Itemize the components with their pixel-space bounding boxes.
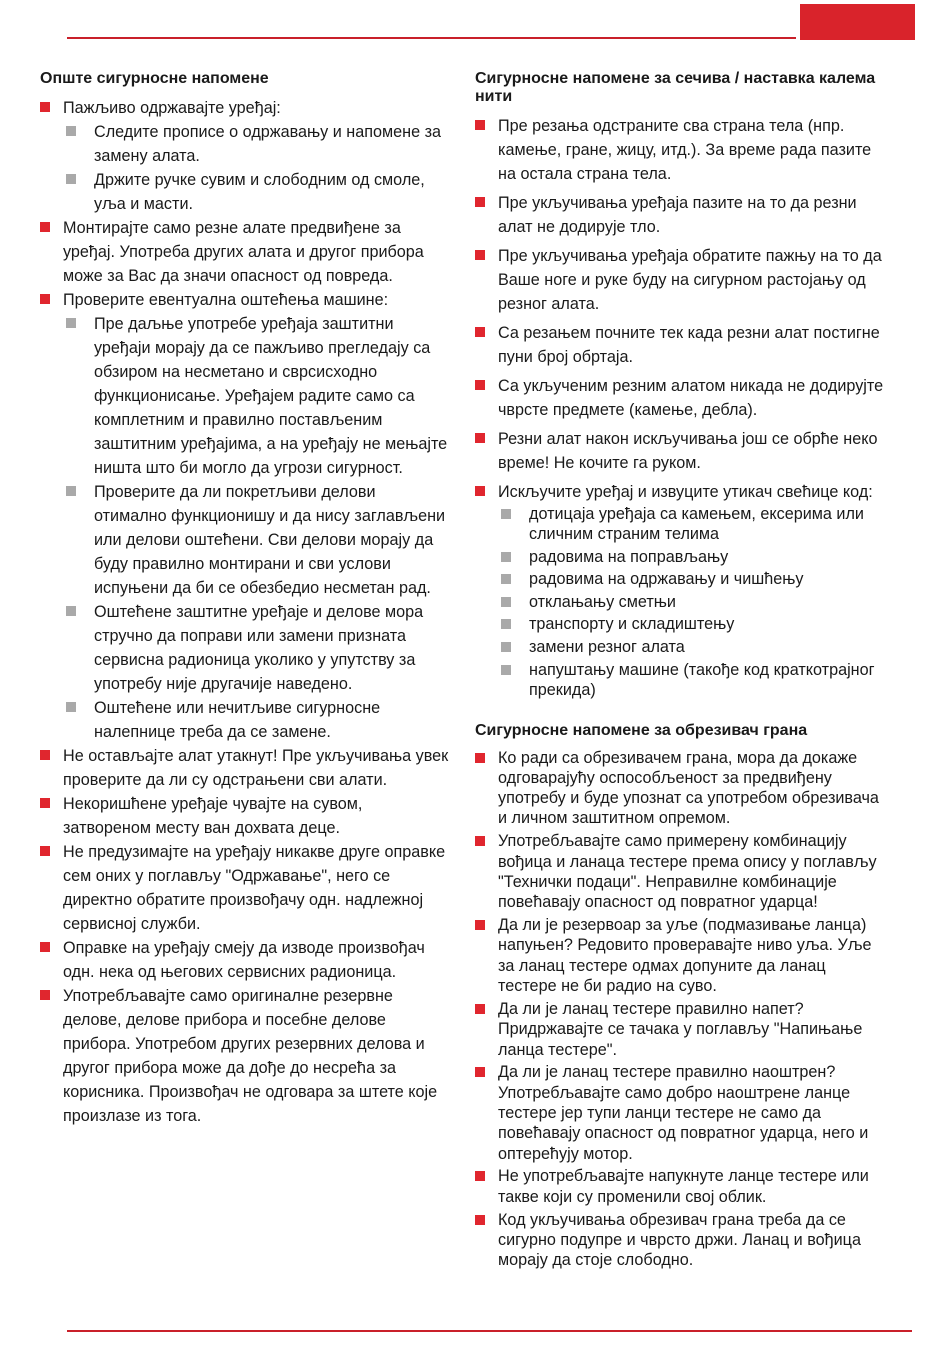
list-item-text: Оправке на уређају смеју да изводе произвођач одн. нека од његових сервисних радионица.	[63, 939, 425, 981]
general-list	[40, 96, 452, 1128]
list-item	[475, 480, 885, 700]
list-item	[475, 748, 885, 829]
right-column	[475, 70, 885, 1273]
list-item	[475, 374, 885, 422]
list-item	[40, 984, 452, 1128]
sub-list-item: Следите прописе о одржавању и напомене за замену алата.	[63, 120, 452, 168]
list-item-text: Искључите уређај и извуците утикач свећице код:	[498, 483, 873, 501]
left-column	[40, 70, 452, 1128]
list-item	[475, 915, 885, 996]
list-item	[475, 1210, 885, 1271]
sub-list-item: отклањању сметњи	[498, 592, 885, 612]
list-item-text: Проверите евентуална оштећења машине:	[63, 291, 389, 309]
list-item-text: Са резањем почните тек када резни алат постигне пуни број обртаја.	[498, 324, 880, 366]
list-item-text: Ко ради са обрезивачем грана, мора да докаже одговарајућу оспособљеност за предвиђену употребу и буде упознат са употребом обрезивача и личном заштитном опремом.	[498, 748, 879, 828]
sub-list-item: радовима на поправљању	[498, 547, 885, 567]
list-item-text: Да ли је резервоар за уље (подмазивање ланца) напуњен? Редовито проверавајте ниво уља. Уље за ланац тестере одмах допуните да ланац тестере не би радио на суво.	[498, 916, 872, 996]
sub-list-item: Оштећене заштитне уређаје и делове мора стручно да поправи или замени призната сервисна радионица уколико у упутству за употребу није другачије наведено.	[63, 600, 452, 696]
list-item-text: Употребљавајте само оригиналне резервне делове, делове прибора и посебне делове прибора. Употребом других резервних делова и другог прибора може да дође до несрећа за корисника. Произвођач не одговара за штете које произлазе из тога.	[63, 987, 438, 1125]
list-item-text: Код укључивања обрезивач грана треба да се сигурно подупре и чврсто држи. Ланац и вођица морају да стоје слободно.	[498, 1210, 861, 1270]
blades-list	[475, 114, 885, 700]
sub-list-item: замени резног алата	[498, 637, 885, 657]
list-item-text: Пре укључивања уређаја пазите на то да резни алат не додирује тло.	[498, 194, 857, 236]
list-item-text: Са укљученим резним алатом никада не додирујте чврсте предмете (камење, дебла).	[498, 377, 884, 419]
list-item	[475, 427, 885, 475]
sub-list-item: Проверите да ли покретљиви делови отимално функционишу и да нису заглављени или делови оштећени. Сви делови морају да буду правилно монтирани и сви услови испуњени да би се обезбедио несметан рад.	[63, 480, 452, 600]
list-item	[475, 999, 885, 1060]
list-item-text: Некоришћене уређаје чувајте на сувом, затвореном месту ван дохвата деце.	[63, 795, 363, 837]
list-item	[40, 96, 452, 216]
list-item-text: Пажљиво одржавајте уређај:	[63, 99, 281, 117]
list-item	[475, 1062, 885, 1163]
pruner-list	[475, 748, 885, 1271]
sub-list	[63, 312, 452, 744]
list-item-text: Не остављајте алат утакнут! Пре укључивања увек проверите да ли су одстрањени сви алати.	[63, 747, 449, 789]
sub-list-item: дотицаја уређаја са камењем, ексерима или сличним страним телима	[498, 504, 885, 544]
sub-list	[63, 120, 452, 216]
list-item	[475, 321, 885, 369]
list-item	[475, 1166, 885, 1207]
list-item	[40, 936, 452, 984]
footer-rule	[67, 1330, 912, 1332]
sub-list-item: напуштању машине (такође код краткотрајног прекида)	[498, 660, 885, 700]
sub-list-item: Оштећене или нечитљиве сигурносне налепнице треба да се замене.	[63, 696, 452, 744]
list-item	[475, 244, 885, 316]
list-item	[475, 191, 885, 239]
list-item-text: Монтирајте само резне алате предвиђене за уређај. Употреба других алата и другог прибора може за Вас да значи опасност од повреда.	[63, 219, 424, 285]
sub-list-item: Пре даљње употребе уређаја заштитни уређаји морају да се пажљиво прегледају са обзиром на несметано и сврсисходно функционисање. Уређајем радите само са комплетним и правилно постављеним заштитним уређајима, а на уређају не мењајте ништа што би могло да угрози сигурност.	[63, 312, 452, 480]
list-item	[475, 831, 885, 912]
list-item-text: Не употребљавајте напукнуте ланце тестере или такве који су променили свој облик.	[498, 1167, 869, 1206]
section-pruner	[475, 722, 885, 1271]
list-item-text: Употребљавајте само примерену комбинацију вођица и ланаца тестере према опису у поглављу "Технички подаци". Неправилне комбинације повећавају опасност од повратног ударца!	[498, 832, 877, 912]
list-item-text: Да ли је ланац тестере правилно напет? Придржавајте се тачака у поглављу "Напињање ланца тестере".	[498, 999, 863, 1059]
list-item	[40, 792, 452, 840]
list-item-text: Да ли је ланац тестере правилно наоштрен? Употребљавајте само добро наоштрене ланце тестере јер тупи ланци тестере не само да повећавају опасност од повратног ударца, него и оптерећују мотор.	[498, 1063, 869, 1163]
list-item-text: Резни алат након искључивања још се обрће неко време! Не кочите га руком.	[498, 430, 878, 472]
sub-list	[498, 504, 885, 700]
list-item-text: Пре укључивања уређаја обратите пажњу на то да Ваше ноге и руке буду на сигурном растојању од резног алата.	[498, 247, 882, 313]
list-item	[475, 114, 885, 186]
list-item-text: Пре резања одстраните сва страна тела (нпр. камење, гране, жицу, итд.). За време рада пазите на остала страна тела.	[498, 117, 872, 183]
header-rule	[67, 37, 796, 39]
list-item-text: Не предузимајте на уређају никакве друге оправке сем оних у поглављу "Одржавање", него се директно обратите произвођачу одн. надлежној сервисној служби.	[63, 843, 446, 933]
list-item	[40, 288, 452, 744]
list-item	[40, 216, 452, 288]
header-tab	[800, 4, 915, 40]
sub-list-item: Држите ручке сувим и слободним од смоле, уља и масти.	[63, 168, 452, 216]
list-item	[40, 744, 452, 792]
sub-list-item: радовима на одржавању и чишћењу	[498, 569, 885, 589]
section-heading-pruner: Сигурносне напомене за обрезивач грана	[475, 721, 808, 739]
section-heading-general: Опште сигурносне напомене	[40, 70, 269, 87]
sub-list-item: транспорту и складиштењу	[498, 614, 885, 634]
section-blades	[475, 70, 885, 700]
list-item	[40, 840, 452, 936]
section-heading-blades: Сигурносне напомене за сечива / наставка калема нити	[475, 70, 876, 105]
